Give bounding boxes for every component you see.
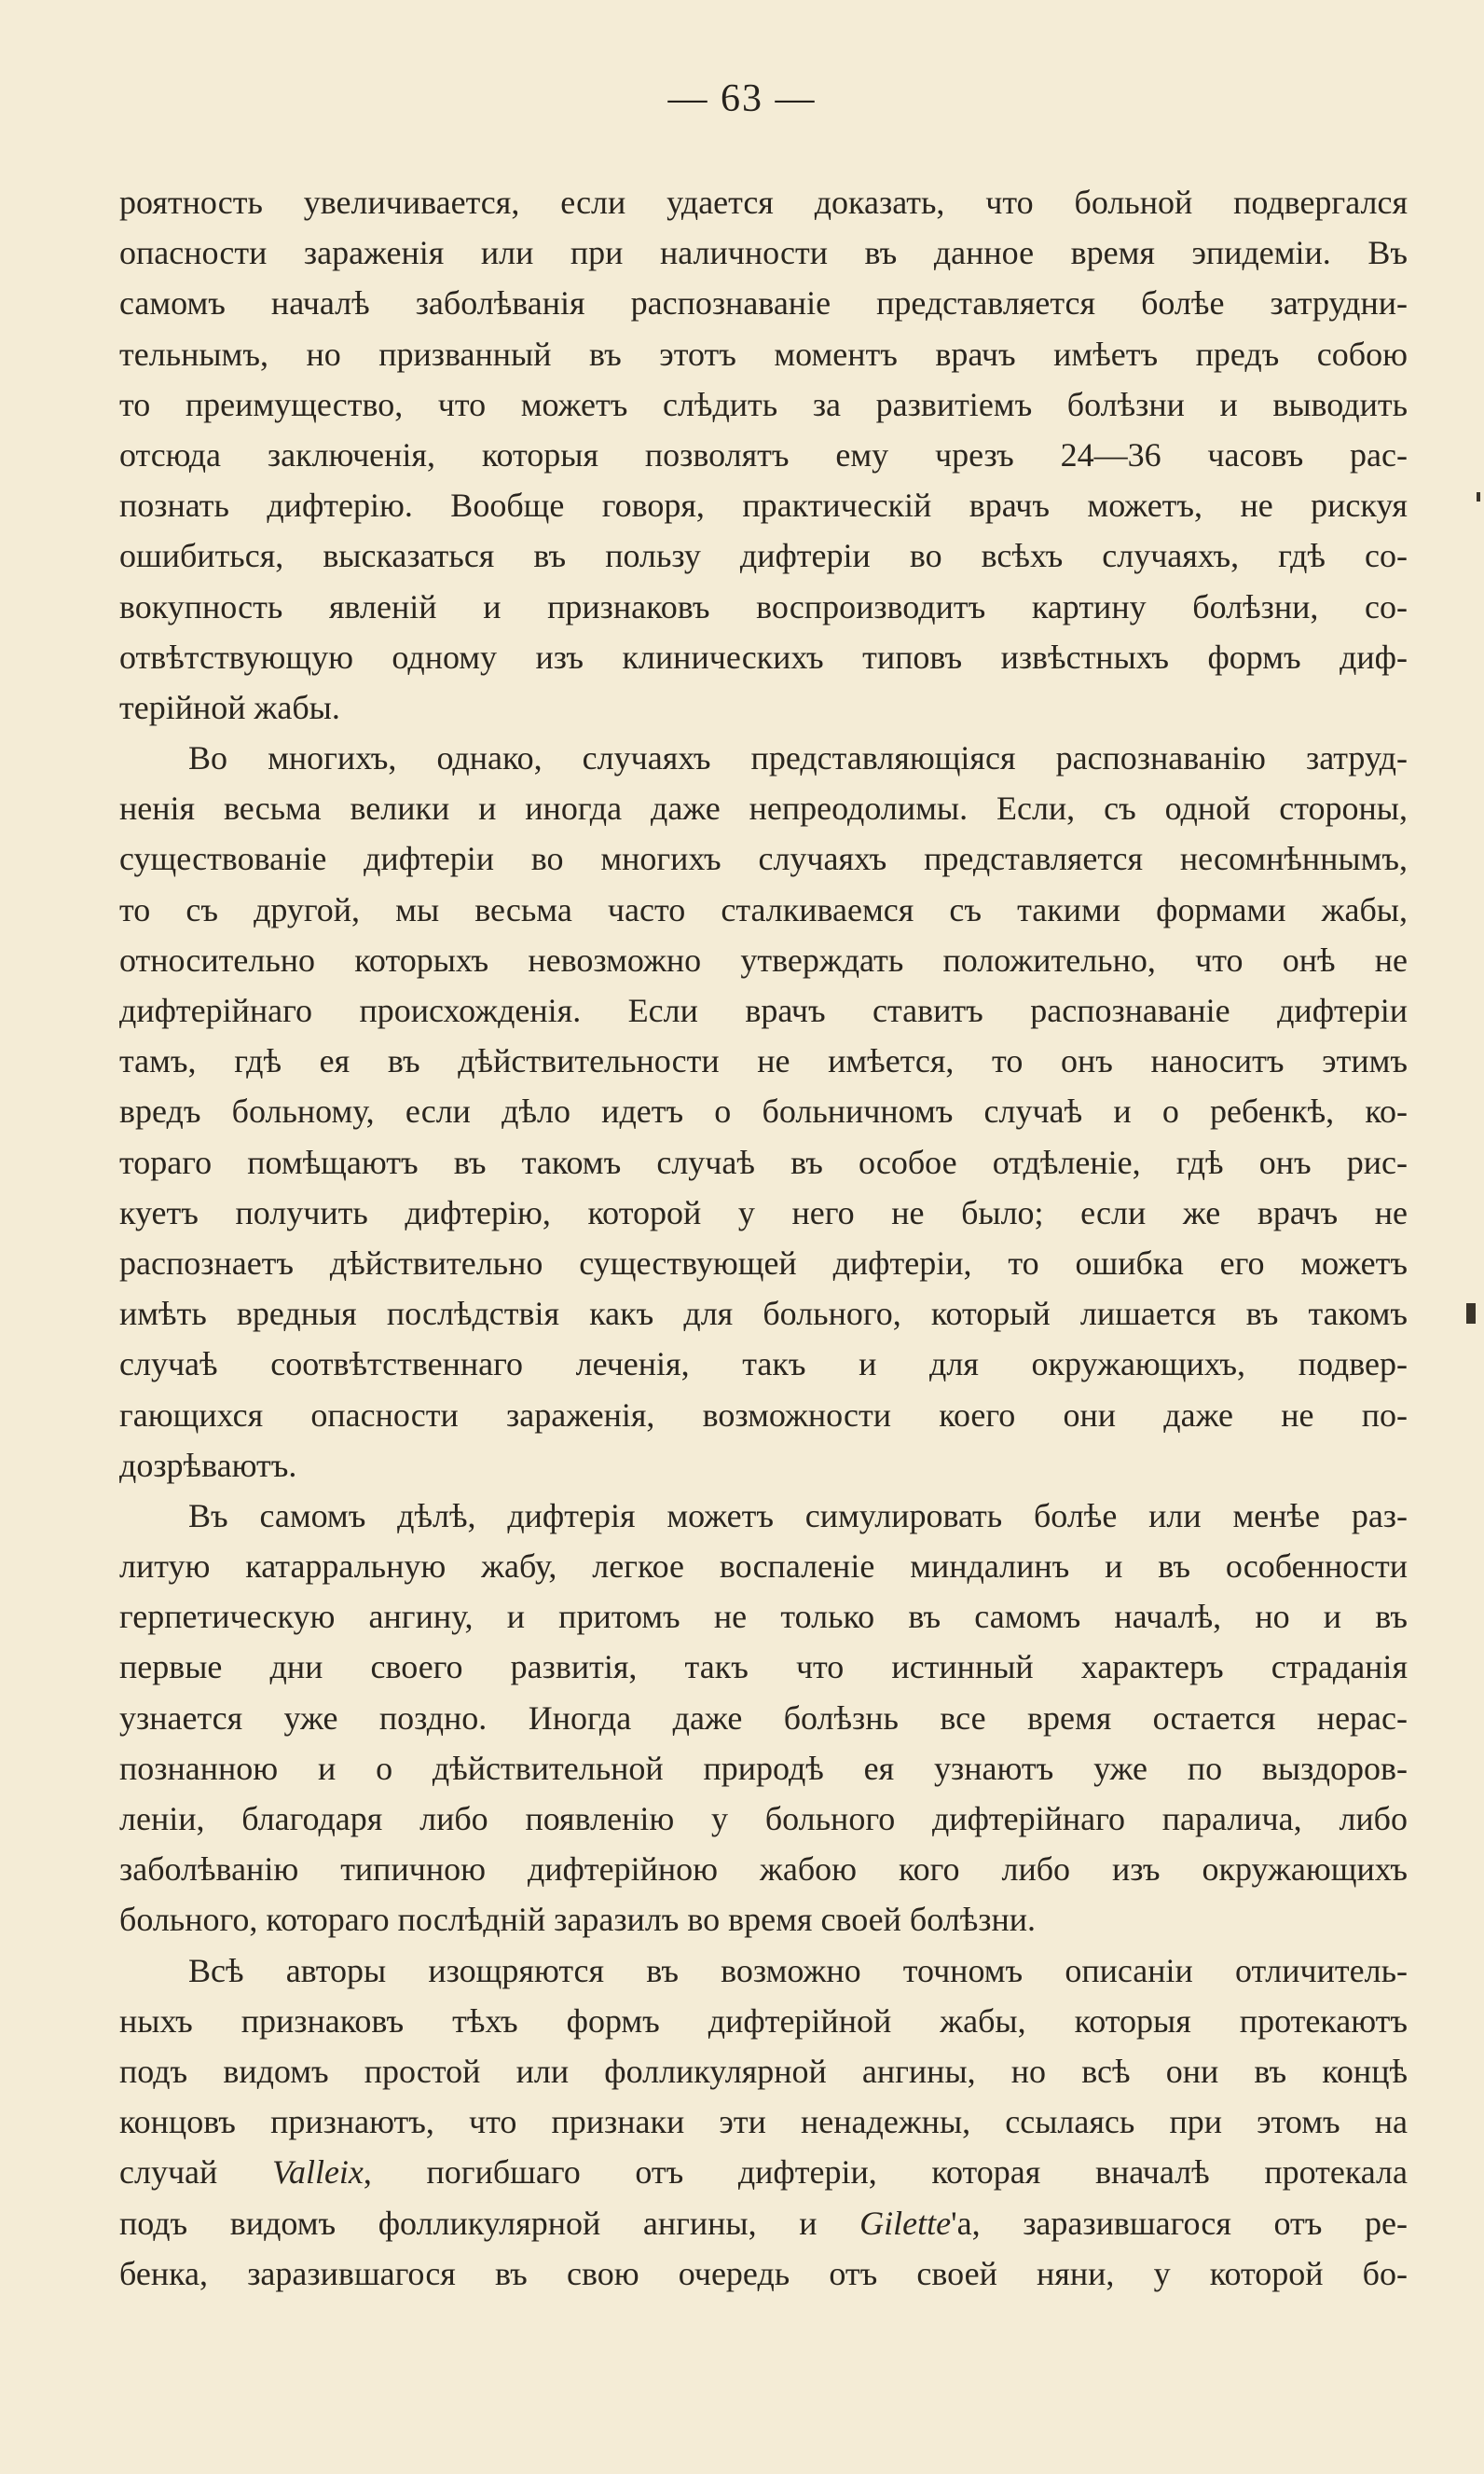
text-segment: 'а, заразившагося отъ ре- xyxy=(951,2204,1408,2242)
text-line: гающихся опасности зараженія, возможности коего они даже не по- xyxy=(119,1395,1408,1434)
text-line: тораго помѣщаютъ въ такомъ случаѣ въ особое отдѣленіе, гдѣ онъ рис- xyxy=(119,1143,1408,1181)
margin-mark xyxy=(1466,1303,1476,1324)
text-line: познать дифтерію. Вообще говоря, практическій врачъ можетъ, не рискуя xyxy=(119,487,1408,525)
text-line: дозрѣваютъ. xyxy=(119,1446,297,1484)
text-line: заболѣванію типичною дифтерійною жабою кого либо изъ окружающихъ xyxy=(119,1850,1408,1889)
text-line: познанною и о дѣйствительной природѣ ея узнаютъ уже по выздоров- xyxy=(119,1749,1408,1787)
text-line: опасности зараженія или при наличности въ данное время эпидеміи. Въ xyxy=(119,234,1408,272)
text-line: дифтерійнаго происхожденія. Если врачъ ставитъ распознаваніе дифтеріи xyxy=(119,992,1408,1029)
text-line: терійной жабы. xyxy=(119,688,340,726)
author-name-gilette: Gilette xyxy=(859,2204,952,2242)
page-number: — 63 — xyxy=(667,77,817,120)
text-line: тельнымъ, но призванный въ этотъ моментъ врачъ имѣетъ предъ собою xyxy=(119,335,1408,373)
text-line: тамъ, гдѣ ея въ дѣйствительности не имѣется, то онъ наноситъ этимъ xyxy=(119,1042,1408,1080)
margin-mark xyxy=(1477,492,1480,502)
text-line: Всѣ авторы изощряются въ возможно точномъ описаніи отличитель- xyxy=(188,1951,1408,1989)
text-line: отсюда заключенія, которыя позволятъ ему чрезъ 24—36 часовъ рас- xyxy=(119,435,1408,474)
text-line: ныхъ признаковъ тѣхъ формъ дифтерійной жабы, которыя протекаютъ xyxy=(119,2001,1408,2040)
text-line: случаѣ соотвѣтственнаго леченія, такъ и для окружающихъ, подвер- xyxy=(119,1345,1408,1383)
text-line: концовъ признаютъ, что признаки эти ненадежны, ссылаясь при этомъ на xyxy=(119,2103,1408,2141)
author-name-valleix: Valleix xyxy=(271,2153,364,2192)
text-segment: , погибшаго отъ дифтеріи, которая вначалѣ протекала xyxy=(363,2153,1408,2192)
body-text xyxy=(119,177,1408,2299)
text-line: первые дни своего развитія, такъ что истинный характеръ страданія xyxy=(119,1648,1408,1686)
text-line: леніи, благодаря либо появленію у больного дифтерійнаго паралича, либо xyxy=(119,1800,1408,1837)
text-line: самомъ началѣ заболѣванія распознаваніе представляется болѣе затрудни- xyxy=(119,284,1408,323)
text-line: относительно которыхъ невозможно утверждать положительно, что онѣ не xyxy=(119,941,1408,979)
text-line: узнается уже поздно. Иногда даже болѣзнь все время остается нерас- xyxy=(119,1698,1408,1737)
text-line: вредъ больному, если дѣло идетъ о больничномъ случаѣ и о ребенкѣ, ко- xyxy=(119,1093,1408,1131)
text-line xyxy=(119,2147,1408,2197)
text-line: ошибиться, высказаться въ пользу дифтеріи во всѣхъ случаяхъ, гдѣ со- xyxy=(119,537,1408,575)
text-line: отвѣтствующую одному изъ клиническихъ типовъ извѣстныхъ формъ диф- xyxy=(119,638,1408,676)
text-line: больного, котораго послѣдній заразилъ во время своей болѣзни. xyxy=(119,1901,1036,1939)
text-line: куетъ получить дифтерію, которой у него не было; если же врачъ не xyxy=(119,1193,1408,1231)
text-line: роятность увеличивается, если удается доказать, что больной подвергался xyxy=(119,184,1408,221)
text-line: бенка, заразившагося въ свою очередь отъ своей няни, у которой бо- xyxy=(119,2254,1408,2292)
text-line: распознаетъ дѣйствительно существующей дифтеріи, то ошибка его можетъ xyxy=(119,1244,1408,1282)
text-line: Во многихъ, однако, случаяхъ представляющіяся распознаванію затруд- xyxy=(188,739,1408,777)
text-line: Въ самомъ дѣлѣ, дифтерія можетъ симулировать болѣе или менѣе раз- xyxy=(188,1496,1408,1534)
text-line: литую катарральную жабу, легкое воспаленіе миндалинъ и въ особенности xyxy=(119,1547,1408,1586)
text-line: имѣть вредныя послѣдствія какъ для больного, который лишается въ такомъ xyxy=(119,1295,1408,1333)
text-line: вокупность явленій и признаковъ воспроизводитъ картину болѣзни, со- xyxy=(119,587,1408,625)
text-line xyxy=(119,2198,1408,2248)
text-line: то преимущество, что можетъ слѣдить за развитіемъ болѣзни и выводить xyxy=(119,385,1408,423)
text-line: то съ другой, мы весьма часто сталкиваемся съ такими формами жабы, xyxy=(119,890,1408,928)
text-line: подъ видомъ простой или фолликулярной ангины, но всѣ они въ концѣ xyxy=(119,2052,1408,2090)
text-line: существованіе дифтеріи во многихъ случаяхъ представляется несомнѣннымъ, xyxy=(119,840,1408,878)
text-line: герпетическую ангину, и притомъ не только въ самомъ началѣ, но и въ xyxy=(119,1598,1408,1636)
text-line: ненія весьма велики и иногда даже непреодолимы. Если, съ одной стороны, xyxy=(119,790,1408,828)
text-segment: подъ видомъ фолликулярной ангины, и xyxy=(119,2204,818,2242)
text-segment: случай xyxy=(119,2153,218,2192)
